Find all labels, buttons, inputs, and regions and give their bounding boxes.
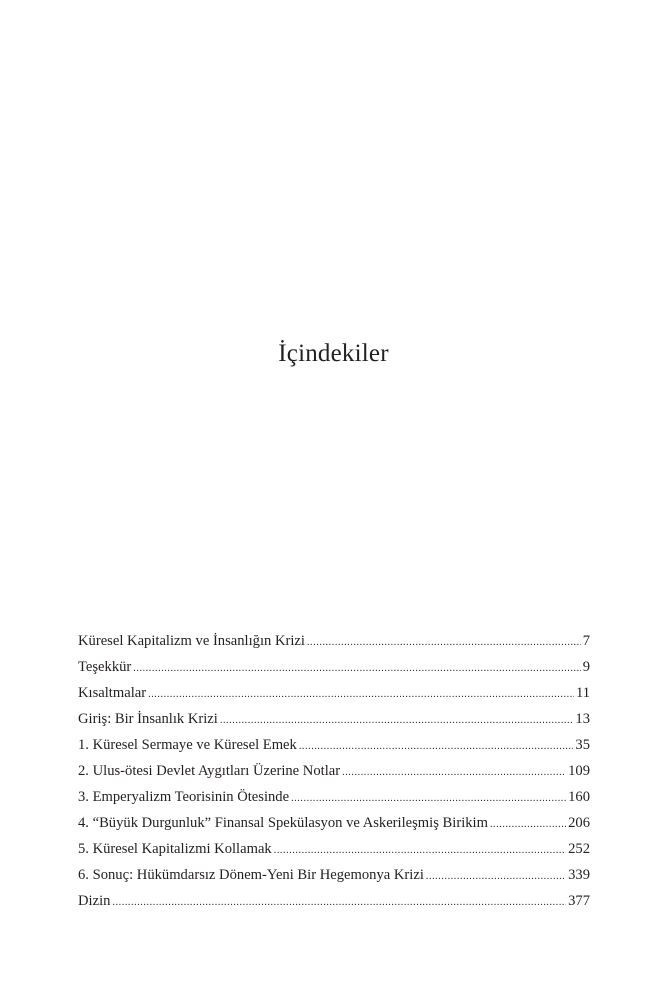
toc-dot-leader — [342, 760, 566, 784]
toc-entry-page: 252 — [568, 841, 590, 857]
toc-dot-leader — [112, 890, 566, 914]
toc-entry-title: Dizin — [78, 893, 111, 909]
toc-entry-page: 339 — [568, 867, 590, 883]
toc-entry — [78, 836, 590, 862]
toc-entry-title: Teşekkür — [78, 659, 132, 675]
toc-entry — [78, 862, 590, 888]
table-of-contents — [78, 628, 590, 914]
toc-entry-page: 9 — [582, 659, 590, 675]
toc-entry-page: 7 — [582, 633, 590, 649]
toc-entry-title: Küresel Kapitalizm ve İnsanlığın Krizi — [78, 633, 305, 649]
toc-dot-leader — [220, 708, 574, 732]
toc-entry-title: 2. Ulus-ötesi Devlet Aygıtları Üzerine Notlar — [78, 763, 341, 779]
toc-entry-page: 377 — [568, 893, 590, 909]
toc-dot-leader — [307, 630, 581, 654]
toc-entry-title: Kısaltmalar — [78, 685, 147, 701]
toc-dot-leader — [426, 864, 566, 888]
toc-entry — [78, 706, 590, 732]
toc-entry-page: 13 — [575, 711, 590, 727]
toc-entry — [78, 628, 590, 654]
toc-dot-leader — [148, 682, 574, 706]
toc-entry — [78, 758, 590, 784]
toc-entry-title: 4. “Büyük Durgunluk” Finansal Spekülasyon ve Askerileşmiş Birikim — [78, 815, 488, 831]
toc-entry — [78, 680, 590, 706]
toc-dot-leader — [291, 786, 566, 810]
toc-entry-title: 5. Küresel Kapitalizmi Kollamak — [78, 841, 272, 857]
toc-dot-leader — [490, 812, 566, 836]
toc-entry — [78, 810, 590, 836]
toc-dot-leader — [133, 656, 580, 680]
toc-entry-title: 3. Emperyalizm Teorisinin Ötesinde — [78, 789, 290, 805]
toc-dot-leader — [274, 838, 566, 862]
toc-entry-title: 6. Sonuç: Hükümdarsız Dönem-Yeni Bir Hegemonya Krizi — [78, 867, 424, 883]
toc-entry-page: 35 — [575, 737, 590, 753]
toc-entry — [78, 784, 590, 810]
toc-entry-page: 109 — [568, 763, 590, 779]
toc-entry — [78, 654, 590, 680]
toc-entry-page: 160 — [568, 789, 590, 805]
toc-dot-leader — [299, 734, 574, 758]
toc-entry-title: 1. Küresel Sermaye ve Küresel Emek — [78, 737, 297, 753]
toc-entry-page: 11 — [575, 685, 590, 701]
page-title: İçindekiler — [278, 340, 389, 367]
toc-entry-title: Giriş: Bir İnsanlık Krizi — [78, 711, 218, 727]
toc-entry-page: 206 — [568, 815, 590, 831]
toc-entry — [78, 732, 590, 758]
toc-entry — [78, 888, 590, 914]
